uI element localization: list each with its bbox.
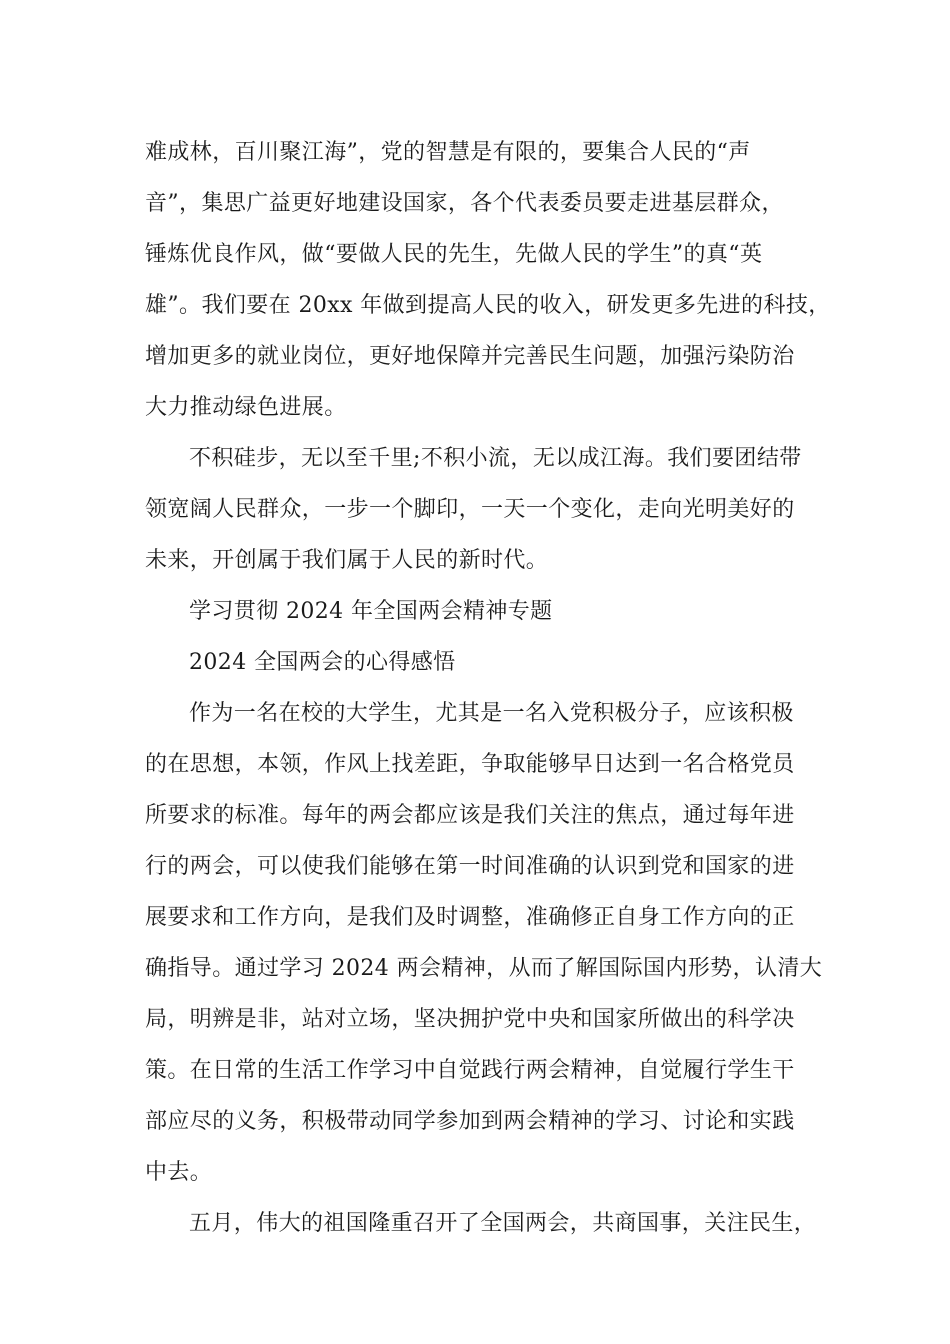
paragraph-line: 五月，伟大的祖国隆重召开了全国两会，共商国事，关注民生， <box>189 1211 817 1236</box>
section-subheading: 2024 全国两会的心得感悟 <box>189 650 456 675</box>
paragraph-line: 增加更多的就业岗位，更好地保障并完善民生问题，加强污染防治 <box>145 344 795 369</box>
paragraph-line: 局，明辨是非，站对立场，坚决拥护党中央和国家所做出的科学决 <box>145 1007 795 1032</box>
paragraph-3 <box>145 688 835 1198</box>
paragraph-2 <box>145 433 835 586</box>
paragraph-1 <box>145 127 835 433</box>
paragraph-line: 未来，开创属于我们属于人民的新时代。 <box>145 548 549 573</box>
paragraph-line: 部应尽的义务，积极带动同学参加到两会精神的学习、讨论和实践 <box>145 1109 795 1134</box>
document-body <box>145 127 835 1249</box>
paragraph-line: 难成林，百川聚江海”，党的智慧是有限的，要集合人民的“声 <box>145 140 751 165</box>
paragraph-line: 中去。 <box>145 1160 213 1185</box>
paragraph-line: 行的两会，可以使我们能够在第一时间准确的认识到党和国家的进 <box>145 854 795 879</box>
paragraph-line: 领宽阔人民群众，一步一个脚印，一天一个变化，走向光明美好的 <box>145 497 795 522</box>
paragraph-line: 作为一名在校的大学生，尤其是一名入党积极分子，应该积极 <box>189 701 794 726</box>
section-heading: 学习贯彻 2024 年全国两会精神专题 <box>189 599 553 624</box>
paragraph-line: 所要求的标准。每年的两会都应该是我们关注的焦点，通过每年进 <box>145 803 795 828</box>
paragraph-line: 大力推动绿色进展。 <box>145 395 347 420</box>
paragraph-line: 音”，集思广益更好地建设国家，各个代表委员要走进基层群众， <box>145 191 784 216</box>
paragraph-line: 的在思想，本领，作风上找差距，争取能够早日达到一名合格党员 <box>145 752 795 777</box>
paragraph-line: 不积硅步，无以至千里;不积小流，无以成江海。我们要团结带 <box>189 446 802 471</box>
paragraph-line: 雄”。我们要在 20xx 年做到提高人民的收入，研发更多先进的科技， <box>145 293 831 318</box>
paragraph-line: 策。在日常的生活工作学习中自觉践行两会精神，自觉履行学生干 <box>145 1058 795 1083</box>
paragraph-line: 展要求和工作方向，是我们及时调整，准确修正自身工作方向的正 <box>145 905 795 930</box>
paragraph-line: 确指导。通过学习 2024 两会精神，从而了解国际国内形势，认清大 <box>145 956 823 981</box>
paragraph-line: 锤炼优良作风，做“要做人民的先生，先做人民的学生”的真“英 <box>145 242 763 267</box>
paragraph-4 <box>145 1198 835 1249</box>
